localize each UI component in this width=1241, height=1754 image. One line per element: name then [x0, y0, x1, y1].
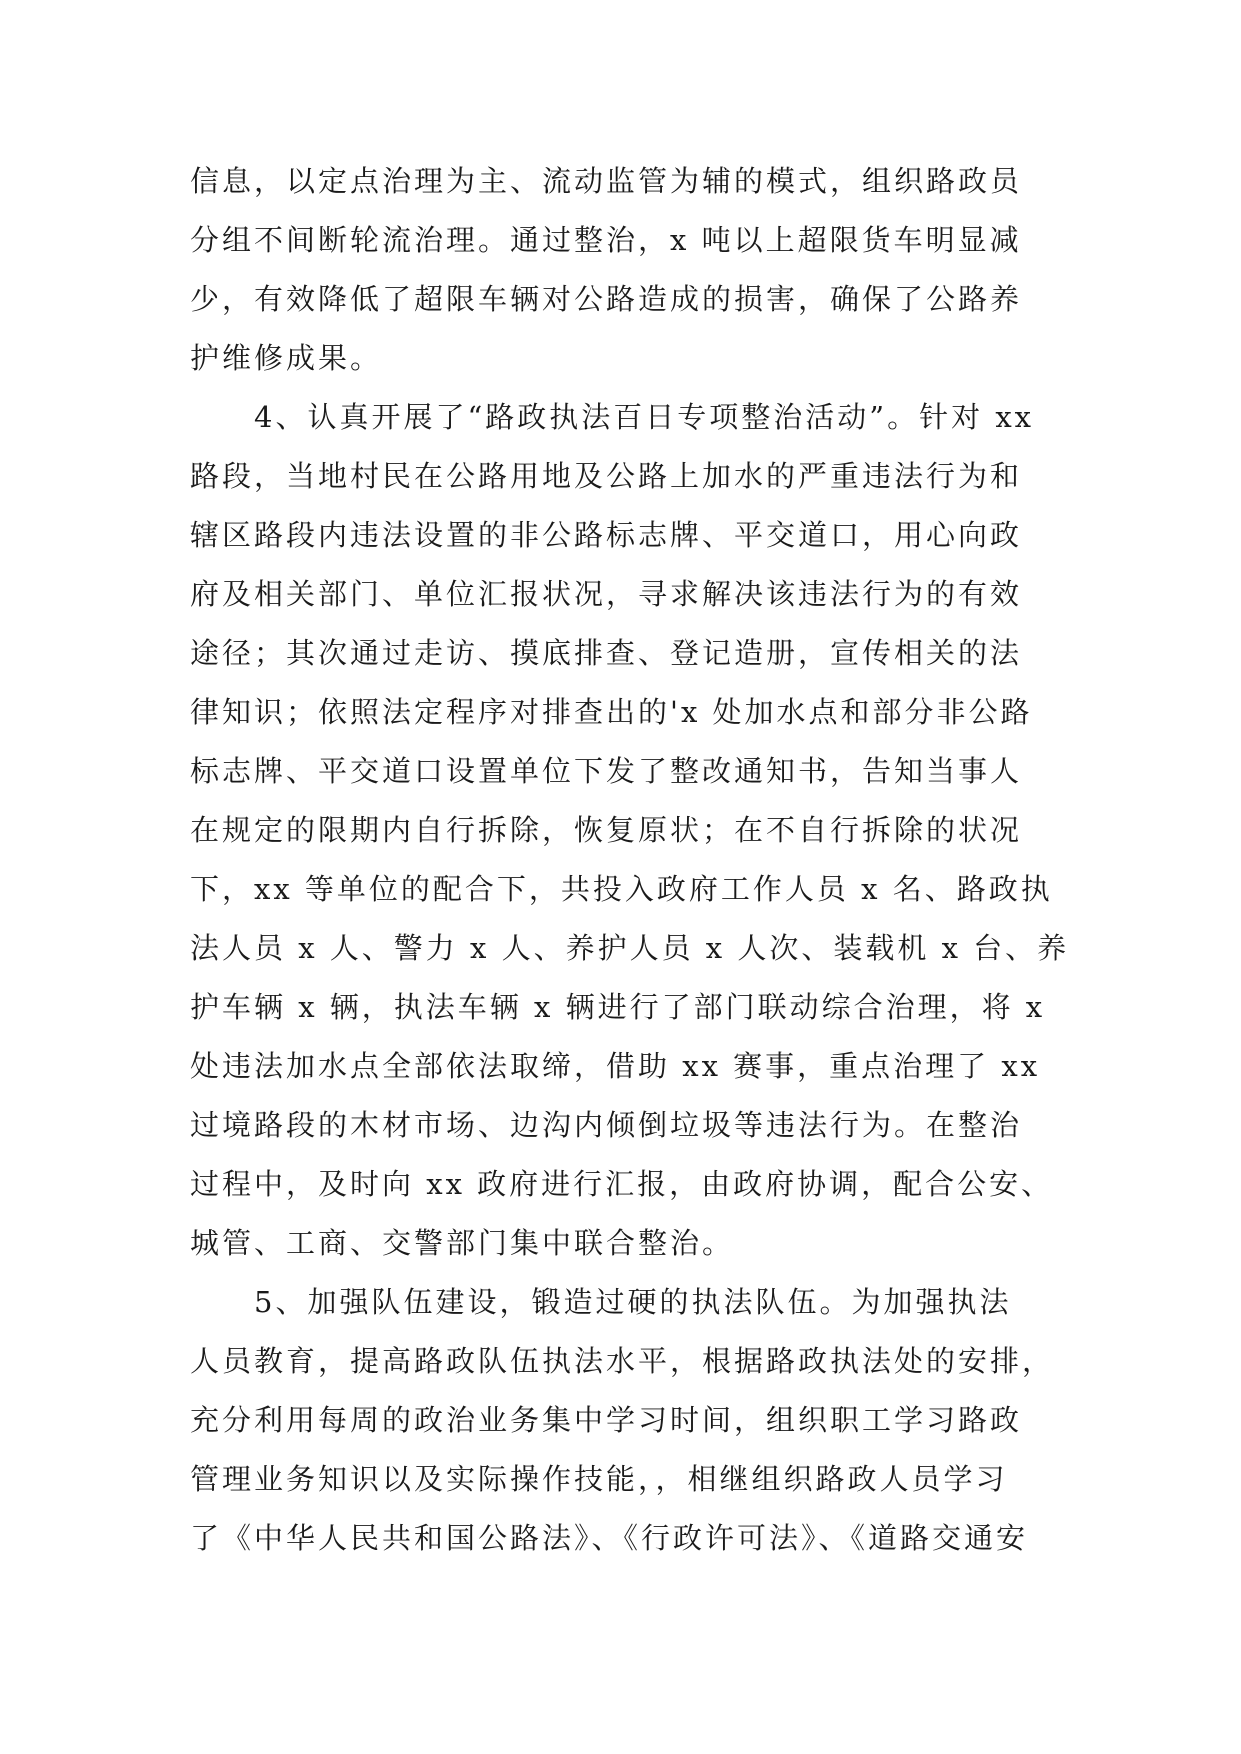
text-line: 府及相关部门、单位汇报状况，寻求解决该违法行为的有效 [190, 577, 1023, 611]
text-line: 人员教育，提高路政队伍执法水平，根据路政执法处的安排， [190, 1344, 1055, 1378]
text-line: 下，xx 等单位的配合下，共投入政府工作人员 x 名、路政执 [190, 872, 1053, 906]
text-line: 4、认真开展了“路政执法百日专项整治活动”。针对 xx [190, 400, 1035, 434]
text-line: 了《中华人民共和国公路法》、《行政许可法》、《道路交通安 [190, 1521, 1029, 1555]
text-line: 护维修成果。 [190, 341, 383, 375]
text-line: 路段，当地村民在公路用地及公路上加水的严重违法行为和 [190, 459, 1023, 493]
text-line: 充分利用每周的政治业务集中学习时间，组织职工学习路政 [190, 1403, 1023, 1437]
text-line: 5、加强队伍建设，锻造过硬的执法队伍。为加强执法 [190, 1285, 1012, 1319]
body-text [190, 152, 1070, 1568]
text-line: 过程中，及时向 xx 政府进行汇报，由政府协调，配合公安、 [190, 1167, 1054, 1201]
text-line: 信息，以定点治理为主、流动监管为辅的模式，组织路政员 [190, 164, 1023, 198]
text-line: 管理业务知识以及实际操作技能，，相继组织路政人员学习 [190, 1462, 1008, 1496]
text-line: 过境路段的木材市场、边沟内倾倒垃圾等违法行为。在整治 [190, 1108, 1023, 1142]
text-line: 法人员 x 人、警力 x 人、养护人员 x 人次、装载机 x 台、养 [190, 931, 1070, 965]
text-line: 护车辆 x 辆，执法车辆 x 辆进行了部门联动综合治理，将 x [190, 990, 1046, 1024]
text-line: 处违法加水点全部依法取缔，借助 xx 赛事，重点治理了 xx [190, 1049, 1041, 1083]
text-line: 标志牌、平交道口设置单位下发了整改通知书，告知当事人 [190, 754, 1023, 788]
text-line: 律知识；依照法定程序对排查出的'x 处加水点和部分非公路 [190, 695, 1033, 729]
text-line: 在规定的限期内自行拆除，恢复原状；在不自行拆除的状况 [190, 813, 1023, 847]
text-line: 城管、工商、交警部门集中联合整治。 [190, 1226, 735, 1260]
text-line: 途径；其次通过走访、摸底排查、登记造册，宣传相关的法 [190, 636, 1023, 670]
text-line: 辖区路段内违法设置的非公路标志牌、平交道口，用心向政 [190, 518, 1023, 552]
text-line: 少，有效降低了超限车辆对公路造成的损害，确保了公路养 [190, 282, 1023, 316]
text-line: 分组不间断轮流治理。通过整治，x 吨以上超限货车明显减 [190, 223, 1022, 257]
